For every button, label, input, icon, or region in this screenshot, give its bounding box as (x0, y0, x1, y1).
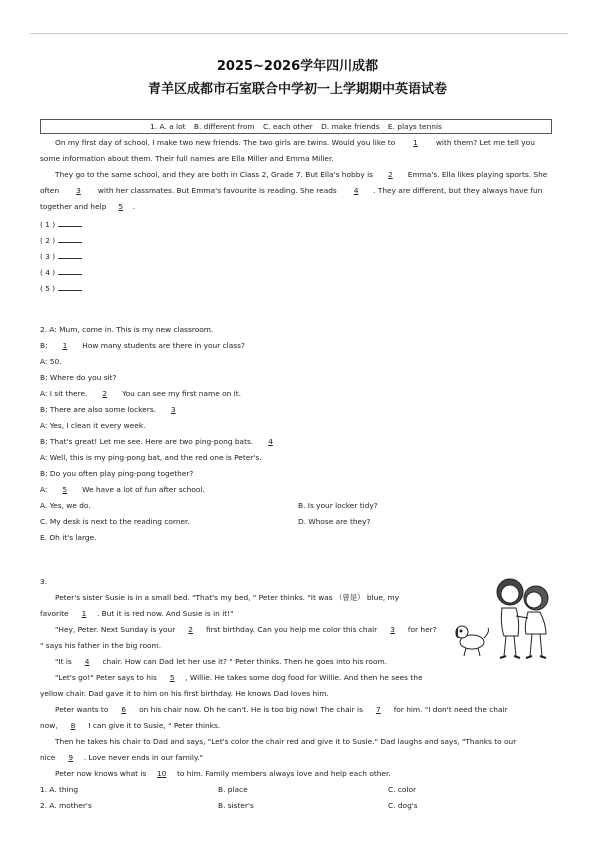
blank-3: 3 (390, 625, 395, 634)
q2-option-d[interactable]: D. Whose are they? (298, 517, 371, 526)
blank-9: 9 (68, 753, 74, 762)
q2-option-c[interactable]: C. My desk is next to the reading corner. (40, 517, 190, 526)
q2-line: A: 5 We have a lot of fun after school. (40, 485, 205, 494)
blank-1: 1 (413, 138, 418, 147)
answer-line[interactable]: ( 2 ) (40, 234, 82, 246)
q2-option-e[interactable]: E. Oh it's large. (40, 533, 97, 542)
q3-option-2c[interactable]: C. dog's (388, 801, 418, 810)
blank-4: 4 (84, 657, 90, 666)
q1-para2-line2: often 3 with her classmates. But Emma's favourite is reading. She reads 4 . They are different, but they always have fun (40, 186, 543, 195)
q2-line: A: Yes, I clean it every week. (40, 421, 146, 430)
word-bank-option: 1. A. a lot (150, 122, 186, 131)
blank-5: 5 (118, 202, 124, 211)
q3-para3: "It is 4 chair. How can Dad let her use it? " Peter thinks. Then he goes into his room. (55, 657, 388, 666)
q2-line: A: 50. (40, 357, 62, 366)
blank-4: 4 (268, 437, 273, 446)
answer-line[interactable]: ( 1 ) (40, 218, 82, 230)
word-bank-option: B. different from (193, 122, 255, 131)
q2-line: 2. A: Mum, come in. This is my new classroom. (40, 325, 214, 334)
q3-para5-line1: Peter wants to 6 on his chair now. Oh he can't. He is too big now! The chair is 7 for him. "I don't need the chair (55, 705, 508, 714)
blank-2: 2 (188, 625, 193, 634)
page-title-line2: 青羊区成都市石室联合中学初一上学期期中英语试卷 (147, 82, 447, 97)
page-title-line1: 2025~2026学年四川成都 (216, 59, 379, 74)
word-bank-option: D. make friends (321, 122, 380, 131)
blank-8: 8 (70, 721, 76, 730)
q3-para1-line2: favorite 1 . But it is red now. And Susie is in it!" (40, 609, 234, 618)
top-rule (30, 33, 568, 34)
blank-3: 3 (170, 405, 176, 414)
answer-line[interactable]: ( 4 ) (40, 266, 82, 278)
q2-option-a[interactable]: A. Yes, we do. (40, 501, 91, 510)
word-bank-box (40, 119, 552, 134)
blank-10: 10 (156, 769, 167, 778)
blank-7: 7 (375, 705, 381, 714)
q3-para2-line2: " says his father in the big room. (40, 641, 162, 650)
q3-number: 3. (40, 577, 48, 586)
q1-para2-line1: They go to the same school, and they are both in Class 2, Grade 7. But Ella's hobby is 2 Emma's. Ella likes playing sports. She (55, 170, 548, 179)
q3-para7: Peter now knows what is 10 to him. Family members always love and help each other. (55, 769, 391, 778)
q3-para2-line1: "Hey, Peter. Next Sunday is your 2 first birthday. Can you help me color this chair 3 for her? (55, 625, 437, 634)
blank-5: 5 (62, 485, 68, 494)
q2-line: A: Well, this is my ping-pong bat, and the red one is Peter's. (40, 453, 262, 462)
kids-and-dog-illustration (452, 576, 558, 668)
q3-para4-line2: yellow chair. Dad gave it to him on his first birthday. He knows Dad loves him. (40, 689, 329, 698)
word-bank-option: E. plays tennis (387, 122, 442, 131)
answer-line[interactable]: ( 3 ) (40, 250, 82, 262)
q3-para5-line2: now, 8 I can give it to Susie, " Peter thinks. (40, 721, 221, 730)
q2-line: B: Where do you sit? (40, 373, 117, 382)
blank-3: 3 (76, 186, 81, 195)
q2-line: B: That's great! Let me see. Here are two ping-pong bats. 4 (40, 437, 286, 447)
q2-line: A: I sit there. 2 You can see my first name on it. (40, 389, 241, 398)
q3-option-1c[interactable]: C. color (388, 785, 417, 794)
q2-line: B: Do you often play ping-pong together? (40, 469, 194, 478)
q3-option-1b[interactable]: B. place (218, 785, 248, 794)
blank-5: 5 (169, 673, 175, 682)
answer-line[interactable]: ( 5 ) (40, 282, 82, 294)
q3-para6-line1: Then he takes his chair to Dad and says, "Let's color the chair red and give it to Susie." Dad laughs and says, "Thanks to our (55, 737, 517, 746)
word-bank-option: C. each other (262, 122, 313, 131)
q3-para4-line1: "Let's go!" Peter says to his 5 , Willie. He takes some dog food for Willie. And then he sees the (55, 673, 423, 682)
blank-1: 1 (62, 341, 68, 350)
blank-2: 2 (102, 389, 108, 398)
blank-4: 4 (353, 186, 359, 195)
q2-line: B: There are also some lockers. 3 (40, 405, 188, 415)
blank-1: 1 (81, 609, 87, 618)
q3-option-2b[interactable]: B. sister's (218, 801, 254, 810)
q1-para1-line2: some information about them. Their full names are Ella Miller and Emma Miller. (40, 154, 334, 163)
q2-option-b[interactable]: B. Is your locker tidy? (298, 501, 378, 510)
q3-option-2a[interactable]: 2. A. mother's (40, 801, 92, 810)
blank-2: 2 (388, 170, 393, 179)
q3-para1-line1: Peter's sister Susie is in a small bed. "That's my bed, " Peter thinks. "It was （曾是） blue, my (55, 593, 400, 602)
q1-para1-line1: On my first day of school, I make two new friends. The two girls are twins. Would you like to 1 with them? Let me tell you (55, 138, 535, 147)
blank-6: 6 (121, 705, 127, 714)
q2-line: B: 1 How many students are there in your class? (40, 341, 245, 350)
q3-para6-line2: nice 9 . Love never ends in our family." (40, 753, 204, 762)
q1-para2-line3: together and help 5 . (40, 202, 136, 211)
q3-option-1a[interactable]: 1. A. thing (40, 785, 79, 794)
